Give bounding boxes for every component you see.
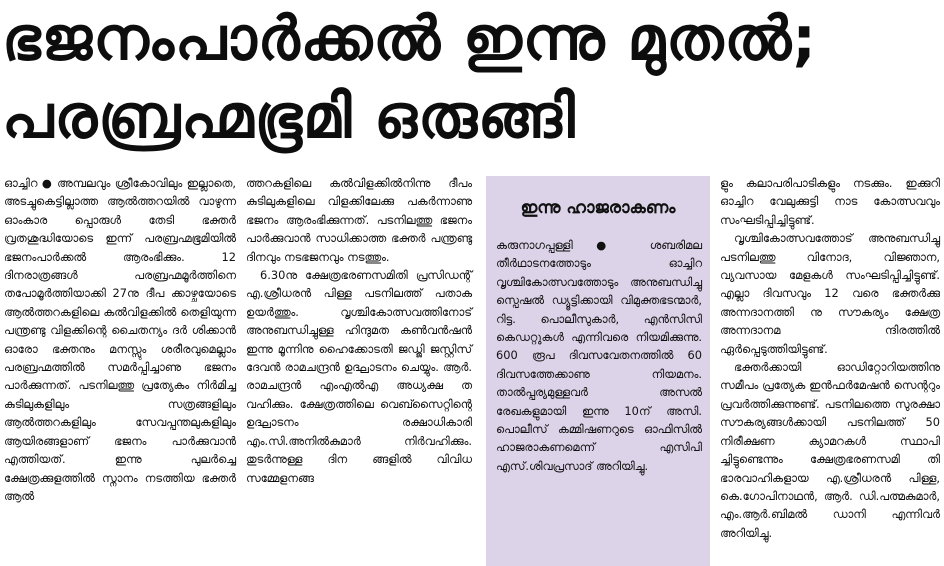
article-paragraph: വൃശ്ചികോത്സവത്തോട് അനുബന്ധിച്ചു പടനിലത്തു വിനോദ, വിജ്ഞാന, വ്യവസായ മേളകൾ സംഘടിപ്പിച്ചിട്ടുണ്ട്. എല്ലാ ദിവസവും 12 വരെ ഭക്തർക്കു അന്നദാനത്തി നു സൗകര്യം ക്ഷേത്ര അന്നദാനമ ന്ദിരത്തിൽ ഏർപ്പെടുത്തിയിട്ടുണ്ട്.: [720, 231, 940, 356]
sidebar-box: [486, 176, 710, 566]
article-column-3: [720, 174, 940, 542]
headline-line-2: പരബ്രഹ്മഭൂമി ഒരുങ്ങി: [2, 82, 576, 152]
headline-line-1: ഭജനംപാർക്കൽ ഇന്നു മുതൽ;: [2, 4, 818, 74]
sidebar-paragraph: കരുനാഗപ്പള്ളി ● ശബരിമല തീർഥാടനത്തോടും ഓച്ചിറ വൃശ്ചികോത്സവത്തോടും അനുബന്ധിച്ചു സ്പെഷൽ ഡ്യൂട്ടിക്കായി വിമുക്തഭടന്മാർ, റിട്ട. പൊലീസുകാർ, എൻസിസി കെഡറ്റുകൾ എന്നിവരെ നിയമിക്കുന്നു. 600 രൂപ ദിവസവേതനത്തിൽ 60 ദിവസത്തേക്കാണു നിയമനം. താൽപ്പര്യമുള്ളവർ അസൽ രേഖകളുമായി ഇന്നു 10ന് അസി. പൊലീസ് കമ്മിഷണറുടെ ഓഫിസിൽ ഹാജരാകണമെന്ന് എസിപി എസ്.ശിവപ്രസാദ് അറിയിച്ചു.: [496, 238, 702, 473]
article-column-2: [246, 174, 472, 487]
article-paragraph: ഭക്തർക്കായി ഓഡിറ്റോറിയത്തിനു സമീപം പ്രത്യേക ഇൻഫർമേഷൻ സെന്ററും പ്രവർത്തിക്കുന്നുണ്ട്. പടനിലത്തെ സുരക്ഷാ സൗകര്യങ്ങൾക്കായി പടനിലത്ത് 50 നിരീക്ഷണ ക്യാമറകൾ സ്ഥാപി ച്ചിട്ടുണ്ടെന്നും ക്ഷേത്രഭരണസമി തി ഭാരവാഹികളായ എ.ശ്രീധരൻ പിള്ള, കെ.ഗോപിനാഥൻ, ആർ. ഡി.പത്മകുമാർ, എം.ആർ.ബിമൽ ഡാനി എന്നിവർ അറിയിച്ചു.: [720, 360, 940, 540]
sidebar-body: [496, 236, 702, 475]
article-paragraph: ത്തറകളിലെ കൽവിളക്കിൽനിന്നു ദീപം കുടിലുകളിലെ വിളക്കിലേക്കു പകർന്നാണു ഭജനം ആരംഭിക്കുന്നത്. പടനിലത്തു ഭജനം പാർക്കുവാൻ സാധിക്കാത്ത ഭക്തർ പന്ത്രണ്ടു ദിനവും നടഭജനവും നടത്തും.: [246, 176, 472, 264]
article-paragraph: ഓച്ചിറ ● അമ്പലവും ശ്രീകോവിലും ഇല്ലാതെ, അടച്ചുകെട്ടില്ലാത്ത ആൽത്തറയിൽ വാഴുന്ന ഓംകാര പ്പൊരുൾ തേടി ഭക്തർ വ്രതശുദ്ധിയോടെ ഇന്ന് പരബ്രഹ്മഭൂമിയിൽ ഭജനംപാർക്കൽ ആരംഭിക്കും. 12 ദിനരാത്രങ്ങൾ പരബ്രഹ്മമൂർത്തിനെ തപോമൂർത്തിയാക്കി 27നു ദീപ ക്കാഴ്ചയോടെ ആൽത്തറകളിലെ കൽവിളക്കിൽ തെളിയുന്ന പന്ത്രണ്ടു വിളക്കിന്റെ ചൈതന്യം ദർ ശിക്കാൻ ഓരോ ഭക്തനും മനസ്സും ശരീരവുമെല്ലാം പരബ്രഹ്മത്തിൽ സമർപ്പിച്ചാണു ഭജനം പാർക്കുന്നത്. പടനിലത്തു പ്രത്യേകം നിർമിച്ച കുടിലുകളിലും സത്രങ്ങളിലും ആൽത്തറകളിലും സേവപ്പന്തലുകളിലും ആയിരങ്ങളാണ് ഭജനം പാർക്കുവാൻ എത്തിയത്. ഇന്നു പുലർച്ചെ ക്ഷേത്രക്കുളത്തിൽ സ്നാനം നടത്തിയ ഭക്തർ ആൽ: [4, 176, 236, 503]
headline: [2, 0, 944, 156]
article-paragraph: 6.30നു ക്ഷേത്രഭരണസമിതി പ്രസിഡന്റ് എ.ശ്രീധരൻ പിള്ള പടനിലത്ത് പതാക ഉയർത്തും. വൃശ്ചികോത്സവത്തിനോട് അനുബന്ധിച്ചുള്ള ഹിന്ദുമത കൺവൻഷൻ ഇന്നു മൂന്നിനു ഹൈക്കോടതി ജഡ്ജി ജസ്റ്റിസ് ദേവൻ രാമചന്ദ്രൻ ഉദ്ഘാടനം ചെയ്യും. ആർ. രാമചന്ദ്രൻ എംഎൽഎ അധ്യക്ഷ ത വഹിക്കും. ക്ഷേത്രത്തിലെ വെബ്സൈറ്റിന്റെ ഉദ്ഘാടനം രക്ഷാധികാരി എം.സി.അനിൽകുമാർ നിർവഹിക്കും. തുടർന്നുള്ള ദിന ങ്ങളിൽ വിവിധ സമ്മേളനങ്ങ: [246, 268, 472, 485]
article-paragraph: ളും കലാപരിപാടികളും നടക്കും. ഇക്കുറി ഓച്ചിറ വേലുക്കുട്ടി നാട കോത്സവവും സംഘടിപ്പിച്ചിട്ടുണ്ട്.: [720, 176, 940, 227]
article-column-1: [4, 174, 236, 505]
sidebar-title: ഇന്നു ഹാജരാകണം: [520, 198, 676, 218]
